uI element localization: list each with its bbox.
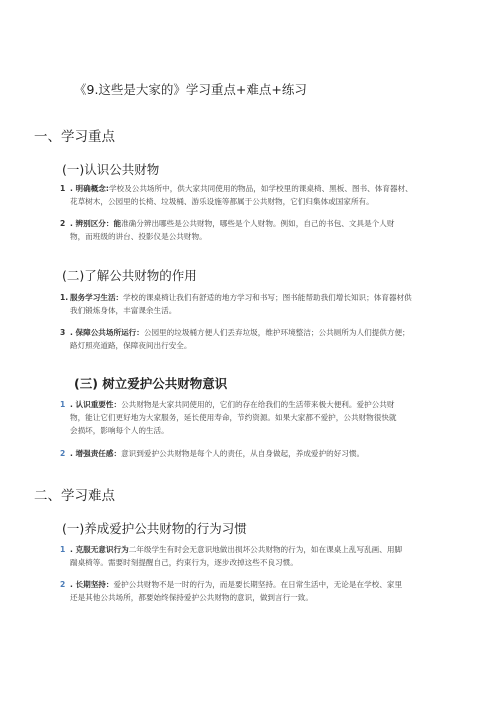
item-text-continued: 花草树木，公园里的长椅、垃圾桶、游乐设施等都属于公共财物，它们归集体或国家所有。 <box>70 197 374 206</box>
item-lead: . 辨别区分：能 <box>70 219 122 228</box>
list-item <box>60 398 464 437</box>
item-lead: . 明确概念: <box>70 184 109 193</box>
item-text-continued: 踹桌椅等。需要时刻提醒自己，约束行为，逐步改掉这些不良习惯。 <box>70 558 298 567</box>
item-text: 学校及公共场所中，供大家共同使用的物品，如学校里的课桌椅、黑板、图书、体育器材、 <box>108 184 413 193</box>
item-text-continued: 物，而班级的讲台、投影仪是公共财物。 <box>70 232 207 241</box>
list-item <box>60 291 464 317</box>
item-number: 3 <box>60 328 66 337</box>
section-heading-key-points: 一、学习重点 <box>34 129 115 145</box>
item-lead: . 增强责任感： <box>70 449 122 458</box>
item-number: 2 <box>60 580 66 589</box>
item-text-continued: 会损坏，影响每个人的生活。 <box>70 426 169 435</box>
list-item <box>60 217 464 243</box>
list-item <box>60 447 464 460</box>
list-item <box>60 578 464 604</box>
item-text-continued: 物，能让它们更好地为大家服务，延长使用寿命，节约资源。如果大家都不爱护，公共财物很快就 <box>70 413 397 422</box>
item-number: 1. <box>60 293 69 302</box>
item-lead: . 认识重要性： <box>70 400 122 409</box>
list-item <box>60 182 464 208</box>
section-heading-difficulties: 二、学习难点 <box>34 488 115 504</box>
list-item <box>60 543 464 569</box>
subsection-heading-habits: (一)养成爱护公共财物的行为习惯 <box>62 521 247 536</box>
item-text-continued: 我们锻炼身体，丰富课余生活。 <box>70 306 177 315</box>
item-text: 二年级学生有时会无意识地做出损坏公共财物的行为，如在课桌上乱写乱画、用脚 <box>128 545 403 554</box>
document-title: 《9.这些是大家的》学习重点+难点+练习 <box>74 82 307 97</box>
item-text-continued: 还是其他公共场所，都要始终保持爱护公共财物的意识，做到言行一致。 <box>70 593 313 602</box>
item-text-continued: 路灯照亮道路，保障夜间出行安全。 <box>70 341 192 350</box>
item-text: 公共财物是大家共同使用的，它们的存在给我们的生活带来极大便利。爱护公共财 <box>121 400 395 409</box>
item-lead: . 克服无意识行为 <box>70 545 129 554</box>
item-text: 爱护公共财物不是一时的行为，而是要长期坚持。在日常生活中，无论是在学校、家里 <box>113 580 403 589</box>
item-number: 1 <box>60 400 66 409</box>
subsection-heading-function: (二)了解公共财物的作用 <box>62 268 197 283</box>
item-text: 准确分辨出哪些是公共财物，哪些是个人财物。例如，自己的书包、文具是个人财 <box>121 219 395 228</box>
item-lead: 服务学习生活： <box>70 293 124 302</box>
item-text: 意识到爱护公共财物是每个人的责任，从自身做起，养成爱护的好习惯。 <box>121 449 365 458</box>
subsection-heading-recognize: (一)认识公共财物 <box>62 162 160 177</box>
item-lead: . 长期坚持： <box>70 580 114 589</box>
item-number: 2 <box>60 219 66 228</box>
item-number: 1 <box>60 184 66 193</box>
item-text: 公园里的垃圾桶方便人们丢弃垃圾，维护环境整洁；公共厕所为人们提供方便； <box>143 328 410 337</box>
subsection-heading-awareness: (三) 树立爱护公共财物意识 <box>74 376 228 391</box>
item-lead: . 保障公共场所运行： <box>70 328 144 337</box>
item-number: 2 <box>60 449 66 458</box>
item-number: 1 <box>60 545 66 554</box>
list-item <box>60 326 464 352</box>
item-text: 学校的课桌椅让我们有舒适的地方学习和书写；图书能帮助我们增长知识；体育器材供 <box>123 293 412 302</box>
